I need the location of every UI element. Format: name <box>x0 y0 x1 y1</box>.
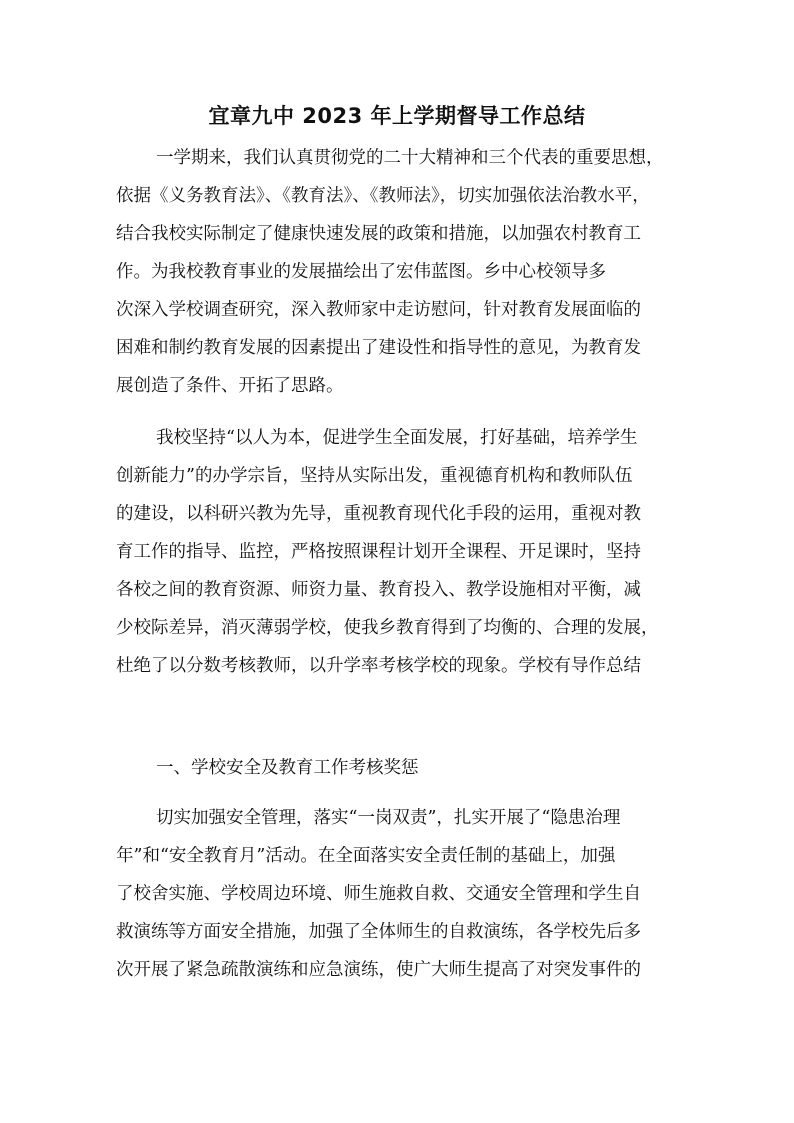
text-line: 依据《义务教育法》、《教育法》、《教师法》，切实加强依法治教水平， <box>116 186 650 206</box>
text-line: 困难和制约教育发展的因素提出了建设性和指导性的意见，为教育发 <box>116 338 641 358</box>
text-line: 创新能力”的办学宗旨，坚持从实际出发，重视德育机构和教师队伍 <box>116 466 633 486</box>
text-line: 我校坚持“以人为本，促进学生全面发展，打好基础，培养学生 <box>156 428 638 448</box>
text-line: 杜绝了以分数考核教师，以升学率考核学校的现象。学校有导作总结 <box>116 656 641 676</box>
text-line: 了校舍实施、学校周边环境、师生施救自救、交通安全管理和学生自 <box>116 884 641 904</box>
text-line: 少校际差异，消灭薄弱学校，使我乡教育得到了均衡的、合理的发展， <box>116 618 659 638</box>
text-line: 救演练等方面安全措施，加强了全体师生的自救演练，各学校先后多 <box>116 922 641 942</box>
text-line: 次深入学校调查研究，深入教师家中走访慰问，针对教育发展面临的 <box>116 300 641 320</box>
document-title: 宜章九中 2023 年上学期督导工作总结 <box>208 104 586 128</box>
text-line: 结合我校实际制定了健康快速发展的政策和措施，以加强农村教育工 <box>116 224 641 244</box>
text-line: 次开展了紧急疏散演练和应急演练，使广大师生提高了对突发事件的 <box>116 960 641 980</box>
text-line: 作。为我校教育事业的发展描绘出了宏伟蓝图。乡中心校领导多 <box>116 262 606 282</box>
text-line: 的建设，以科研兴教为先导，重视教育现代化手段的运用，重视对教 <box>116 504 641 524</box>
section-heading: 一、学校安全及教育工作考核奖惩 <box>156 758 419 778</box>
text-line: 切实加强安全管理，落实“一岗双责”，扎实开展了“隐患治理 <box>156 808 621 828</box>
text-line: 育工作的指导、监控，严格按照课程计划开全课程、开足课时，坚持 <box>116 542 641 562</box>
text-line: 展创造了条件、开拓了思路。 <box>116 376 344 396</box>
text-line: 一学期来，我们认真贯彻党的二十大精神和三个代表的重要思想， <box>156 148 664 168</box>
text-line: 各校之间的教育资源、师资力量、教育投入、教学设施相对平衡，减 <box>116 580 641 600</box>
text-line: 年”和“安全教育月”活动。在全面落实安全责任制的基础上，加强 <box>116 846 616 866</box>
